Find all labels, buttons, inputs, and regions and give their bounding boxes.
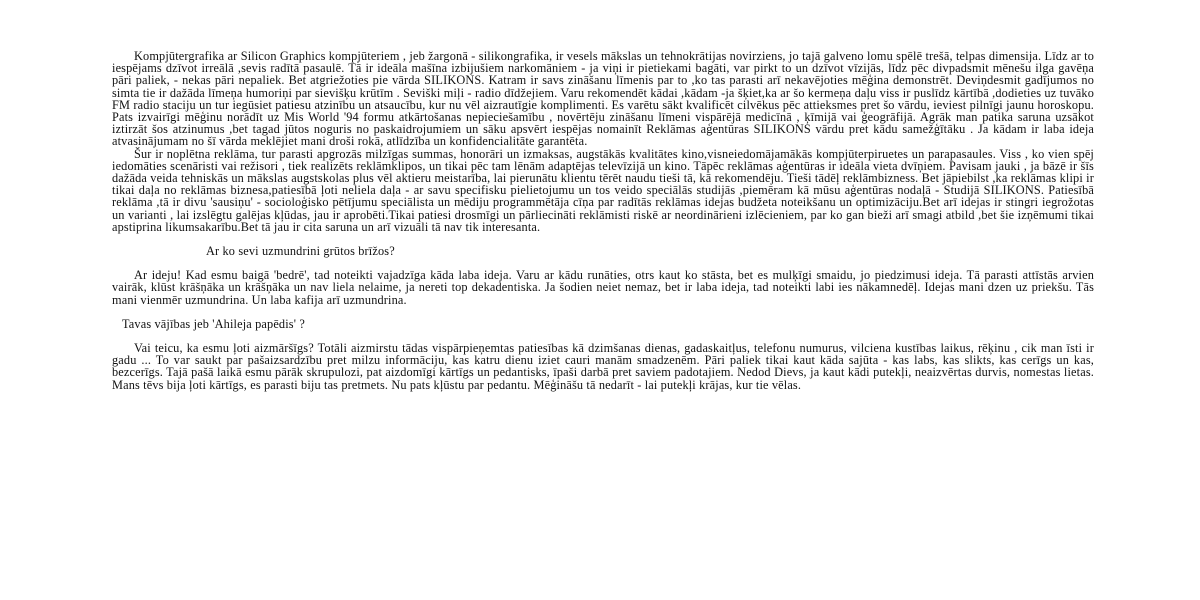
paragraph-3: Ar ideju! Kad esmu baigā 'bedrē', tad noteikti vajadzīga kāda laba ideja. Varu ar kādu runāties, otrs kaut ko stāsta, bet es mulķīgi smaidu, jo piedzimusi ideja. Tā parasti attīstās arvien vairāk, klūst krāšņāka un krāšņāka un nav liela nelaime, ja nereti top dekadentiska. Ja šodien neiet nemaz, bet ir laba ideja, tad noteikti labi ies nākamnedēļ. Idejas mani dzen uz priekšu. Tās mani vienmēr uzmundrina. Un laba kafija arī uzmundrina. bbox=[112, 268, 1094, 307]
section-heading-2: Tavas vājības jeb 'Ahileja papēdis' ? bbox=[122, 316, 305, 331]
section-heading-1: Ar ko sevi uzmundrini grūtos brīžos? bbox=[206, 244, 395, 259]
document-body bbox=[112, 50, 1094, 391]
paragraph-1: Kompjūtergrafika ar Silicon Graphics kompjūteriem , jeb žargonā - silikongrafika, ir vesels mākslas un tehnokrātijas novirziens, jo tajā galveno lomu spēlē trešā, telpas dimensija. Līdz ar to iespējams dzīvot irreālā ,sevis radītā pasaulē. Tā ir ideāla mašīna izbijušiem narkomāniem - ja viņi ir pietiekami bagāti, var pirkt to un dzīvot vīzijās, līdz pēc divpadsmit mēnešu ilga gavēņa pāri paliek, - nekas pāri nepaliek. Bet atgriežoties pie vārda SILIKONS. Katram ir savs zināšanu līmenis par to ,ko tas parasti arī nekavējoties mēģina demonstrēt. Deviņdesmit gadījumos no simta tie ir dažāda līmeņa humoriņi par sievišķu krūtīm . Seviški miļi - radio dīdžejiem. Varu rekomendēt kādai ,kādam -ja šķiet,ka ar šo kermeņa daļu viss ir puslīdz kārtībā ,dodieties uz tuvāko FM radio staciju un tur iegūsiet patiesu atzinību un atsaucību, kur nu vēl aizrautīgie komplimenti. Es varētu sākt kvalificēt cilvēkus pēc attieksmes pret šo vārdu, ieviest pilnīgi jaunu horoskopu. Pats izvairīgi mēģinu norādīt uz Mis World '94 formu atkārtošanas nepieciešamību , novērtēju zināšanu līmeni vispārējā medicīnā , ķīmijā vai ģeogrāfijā. Agrāk man patika saruna uzsākot iztirzāt šos atzinumus ,bet tagad jūtos noguris no paskaidrojumiem un sāku apsvērt iespējas nomainīt Reklāmas aģentūras SILIKONS vārdu pret kādu samežģītāku . Ja kādam ir laba ideja atvasinājumam no šī vārda meklējiet mani droši rokā, atlīdzība un konfidencialitāte garantēta. bbox=[112, 49, 1094, 149]
paragraph-4: Vai teicu, ka esmu ļoti aizmāršīgs? Totāli aizmirstu tādas vispārpieņemtas patiesības kā dzimšanas dienas, gadaskaitļus, telefonu numurus, vilciena kustības laikus, rēķinu , cik man īsti ir gadu ... To var saukt par pašaizsardzību pret milzu informāciju, kas katru dienu iziet cauri manām smadzenēm. Pāri paliek tikai kaut kāda sajūta - kas labs, kas slikts, kas cerīgs un kas, bezcerīgs. Tajā pašā laikā esmu pārāk skrupulozi, pat aizdomīgi kārtīgs un pedantisks, īpaši darbā pret saviem padotajiem. Nedod Dievs, ja kaut kādi putekļi, neaizvērtas durvis, nomestas lietas. Mans tēvs bija ļoti kārtīgs, es parasti biju tas pretmets. Nu pats kļūstu par pedantu. Mēģināšu tā nedarīt - lai putekļi krājas, kur tie vēlas. bbox=[112, 341, 1094, 392]
paragraph-2: Šur ir noplētna reklāma, tur parasti apgrozās milzīgas summas, honorāri un izmaksas, augstākās kvalitātes kino,visneiedomājamākās kompjūterpiruetes un parapasaules. Viss , ko vien spēj iedomāties scenāristi vai režisori , tiek realizēts reklāmklipos, un tikai pēc tam lēnām adaptējas televīzijā un kino. Tāpēc reklāmas aģentūras ir ideāla vieta dvīņiem. Pavisam jauki , ja bāzē ir šīs dažāda veida tehniskās un mākslas augstskolas plus vēl aktieru meistarība, lai pierunātu klientu tērēt naudu tieši tā, kā rekomendēju. Tieši tādēļ reklāmbizness. Bet jāpiebilst ,ka reklāmas klipi ir tikai daļa no reklāmas biznesa,patiesībā ļoti neliela daļa - ar savu specifisku pielietojumu un tos veido speciālās studijās ,piemēram kā mūsu aģentūras nodaļā - Studijā SILIKONS. Patiesībā reklāma ,tā ir divu 'sausiņu' - socioloģisko pētījumu speciālista un mēdiju programmētāja cīņa par radītās reklāmas idejas budžeta noteikšanu un optimizāciju.Bet arī idejas ir stingri iegrožotas un varianti , lai izslēgtu galējas kļūdas, jau ir aprobēti.Tikai patiesi drosmīgi un pārliecināti reklāmisti riskē ar neordinārieni izlēcieniem, par ko gan bieži arī smagi atbild ,bet šie izņēmumi tikai apstiprina likumsakarību.Bet tā jau ir cita saruna un arī vizuāli tā nav tik interesanta. bbox=[112, 146, 1094, 234]
